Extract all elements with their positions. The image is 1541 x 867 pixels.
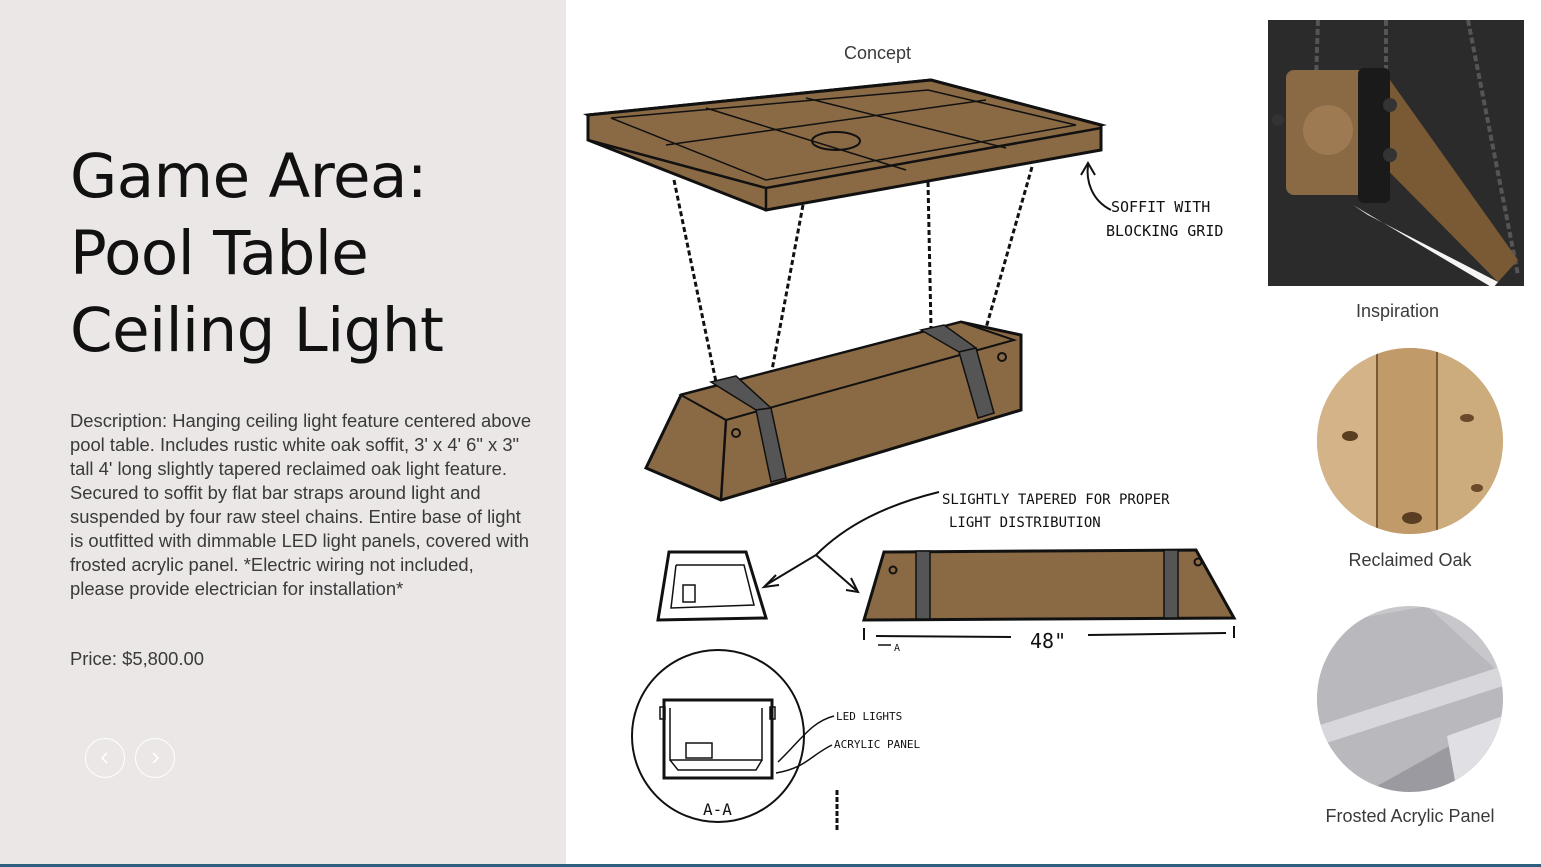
next-slide-button[interactable] (135, 738, 175, 778)
inspiration-caption: Inspiration (1355, 301, 1440, 321)
section-detail-drawing (632, 650, 920, 830)
product-description: Description: Hanging ceiling light feature centered above pool table. Includes rustic white oak soffit, 3' x 4' 6" x 3" tall 4' long slightly tapered reclaimed oak light feature. Secured to soffit by flat bar straps around light and suspended by four raw steel chains. Entire base of light is outfitted with dimmable LED light panels, covered with frosted acrylic panel. *Electric wiring not included, please provide electrician for installation* (70, 410, 532, 599)
acrylic-panel-note: ACRYLIC PANEL (834, 738, 921, 751)
tapered-note-line-2: LIGHT DISTRIBUTION (949, 515, 1101, 531)
title-line-2: Pool Table (70, 218, 369, 289)
chevron-right-icon (148, 751, 162, 765)
acrylic-texture (1317, 606, 1503, 792)
section-label: A-A (703, 800, 732, 819)
tapered-note-line-1: SLIGHTLY TAPERED FOR PROPER (942, 492, 1170, 508)
product-price: Price: $5,800.00 (70, 648, 204, 669)
oak-texture (1317, 348, 1503, 534)
soffit-note-line-1: SOFFIT WITH (1111, 198, 1211, 216)
frosted-acrylic-swatch (1317, 606, 1503, 792)
chevron-left-icon (98, 751, 112, 765)
page-title (70, 138, 540, 369)
end-view-drawing (658, 552, 766, 620)
oak-caption: Reclaimed Oak (1348, 550, 1472, 570)
previous-slide-button[interactable] (85, 738, 125, 778)
light-fixture-drawing (646, 322, 1021, 500)
title-line-1: Game Area: (70, 141, 427, 212)
title-line-3: Ceiling Light (70, 295, 444, 366)
inspiration-photo (1268, 20, 1524, 286)
left-panel (0, 0, 566, 867)
concept-sketch (566, 0, 1266, 864)
soffit-note-line-2: BLOCKING GRID (1106, 222, 1224, 240)
reclaimed-oak-swatch (1317, 348, 1503, 534)
concept-caption: Concept (843, 43, 912, 63)
soffit-note (1081, 163, 1223, 240)
side-view-drawing (864, 550, 1234, 654)
section-marker: A (894, 643, 901, 654)
length-dimension: 48" (1030, 629, 1067, 653)
acrylic-caption: Frosted Acrylic Panel (1325, 806, 1495, 826)
led-lights-note: LED LIGHTS (836, 710, 903, 723)
inspiration-beam-image (1268, 20, 1524, 286)
